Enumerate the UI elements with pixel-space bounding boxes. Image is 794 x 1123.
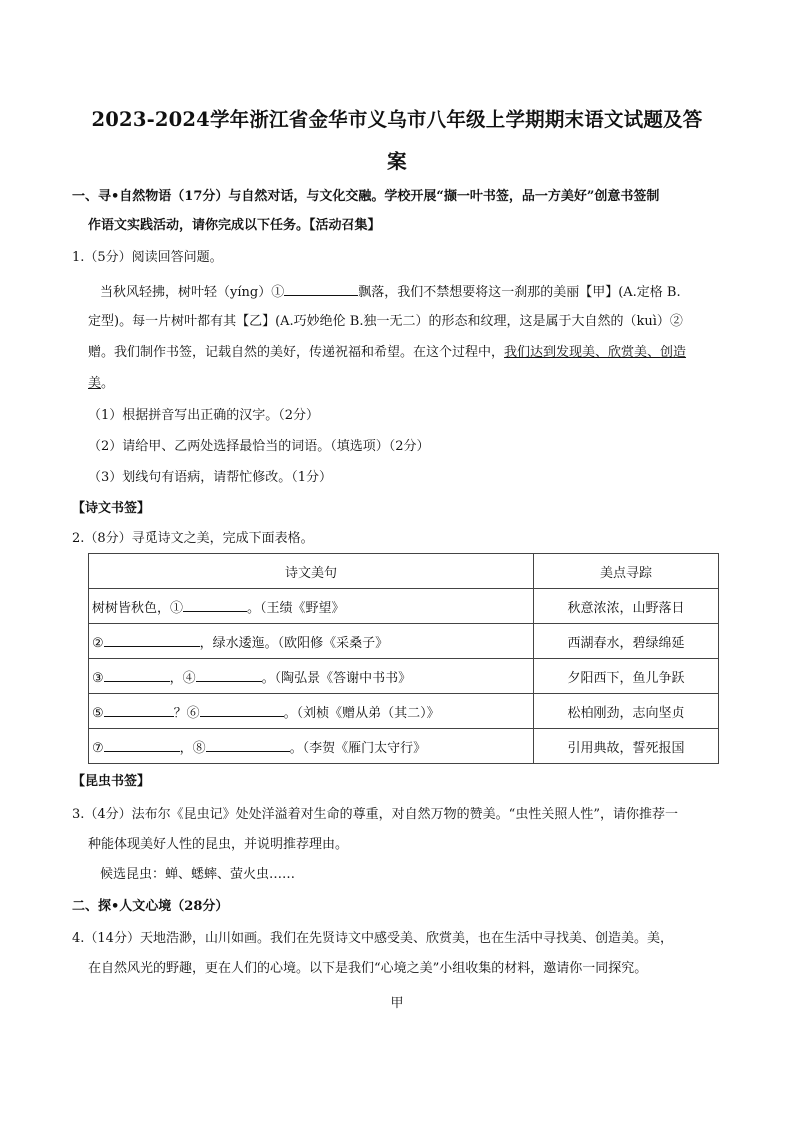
beauty-cell: 夕阳西下，鱼儿争跃 (534, 659, 719, 694)
answer-blank[interactable] (196, 668, 262, 682)
verse-cell: ③ ，④ 。（陶弘景《答谢中书书》 (89, 659, 534, 694)
answer-blank[interactable] (200, 703, 284, 717)
material-marker: 甲 (390, 996, 404, 1011)
q3-line-continued: 种能体现美好人性的昆虫，并说明推荐理由。 (88, 837, 349, 852)
q1-subquestion-1: （1）根据拼音写出正确的汉字。（2分） (88, 408, 320, 423)
q1-passage-line (88, 344, 748, 362)
underlined-sentence-end: 美 (88, 376, 102, 391)
section1-heading: 一、寻•自然物语（17分）与自然对话，与文化交融。学校开展“撷一叶书签，品一方美好”创意书签制 (72, 189, 660, 204)
q1-passage-text: 。 (101, 376, 115, 391)
verse-cell: 树树皆秋色，① 。（王绩《野望》 (89, 589, 534, 624)
underlined-sentence: 我们达到发现美、欣赏美、创造 (504, 345, 687, 360)
answer-blank[interactable] (104, 668, 170, 682)
table-header-beauty: 美点寻踪 (534, 554, 719, 589)
table-row (89, 659, 719, 694)
q1-passage-text: 飘落，我们不禁想要将这一刹那的美丽【甲】(A.定格 B. (358, 285, 681, 300)
q2-stem: 2.（8分）寻觅诗文之美，完成下面表格。 (72, 531, 314, 546)
answer-blank[interactable] (104, 703, 174, 717)
table-row (89, 729, 719, 764)
answer-blank[interactable] (183, 598, 247, 612)
tag-insect-bookmark: 【昆虫书签】 (72, 774, 151, 789)
section2-heading: 二、探•人文心境（28分） (72, 899, 229, 914)
beauty-cell: 西湖春水，碧绿绵延 (534, 624, 719, 659)
document-title: 2023-2024学年浙江省金华市义乌市八年级上学期期末语文试题及答 (91, 108, 703, 131)
beauty-cell: 引用典故，誓死报国 (534, 729, 719, 764)
table-row (89, 589, 719, 624)
q1-passage-line (100, 282, 760, 302)
q1-stem: 1.（5分）阅读回答问题。 (72, 250, 223, 265)
answer-blank[interactable] (104, 738, 180, 752)
poem-table (88, 553, 719, 764)
q4-line-continued: 在自然风光的野趣，更在人们的心境。以下是我们“心境之美”小组收集的材料，邀请你一同探究。 (88, 961, 648, 976)
answer-blank[interactable] (104, 633, 200, 647)
beauty-cell: 松柏刚劲，志向坚贞 (534, 694, 719, 729)
answer-blank[interactable] (284, 282, 358, 296)
q1-passage-text: 赠。我们制作书签，记载自然的美好，传递祝福和希望。在这个过程中， (88, 345, 505, 360)
table-row (89, 624, 719, 659)
tag-poetry-bookmark: 【诗文书签】 (72, 501, 151, 516)
verse-cell: ② ，绿水逶迤。（欧阳修《采桑子》 (89, 624, 534, 659)
verse-cell: ⑦ ，⑧ 。（李贺《雁门太守行》 (89, 729, 534, 764)
q1-passage-text: 当秋风轻拂，树叶轻（yíng）① (100, 285, 285, 300)
table-header-row (89, 554, 719, 589)
q1-passage-line (88, 375, 748, 393)
q1-passage-line: 定型)。每一片树叶都有其【乙】(A.巧妙绝伦 B.独一无二）的形态和纹理，这是属于大自然的（kuì）② (88, 314, 683, 329)
table-header-verse: 诗文美句 (89, 554, 534, 589)
document-title-continued: 案 (387, 150, 407, 173)
q3-candidates: 候选昆虫：蝉、蟋蟀、萤火虫…… (100, 867, 296, 882)
answer-blank[interactable] (206, 738, 290, 752)
q1-subquestion-2: （2）请给甲、乙两处选择最恰当的词语。（填选项）（2分） (88, 439, 430, 454)
q1-subquestion-3: （3）划线句有语病，请帮忙修改。（1分） (88, 470, 333, 485)
verse-cell: ⑤ ？⑥ 。（刘桢《赠从弟（其二）》 (89, 694, 534, 729)
table-row (89, 694, 719, 729)
beauty-cell: 秋意浓浓，山野落日 (534, 589, 719, 624)
q4-line: 4.（14分）天地浩渺，山川如画。我们在先贤诗文中感受美、欣赏美，也在生活中寻找美、创造美。美， (72, 931, 673, 946)
section1-heading-continued: 作语文实践活动，请你完成以下任务。【活动召集】 (88, 218, 381, 233)
q3-line: 3.（4分）法布尔《昆虫记》处处洋溢着对生命的尊重，对自然万物的赞美。“虫性关照人性”，请你推荐一 (72, 807, 678, 822)
